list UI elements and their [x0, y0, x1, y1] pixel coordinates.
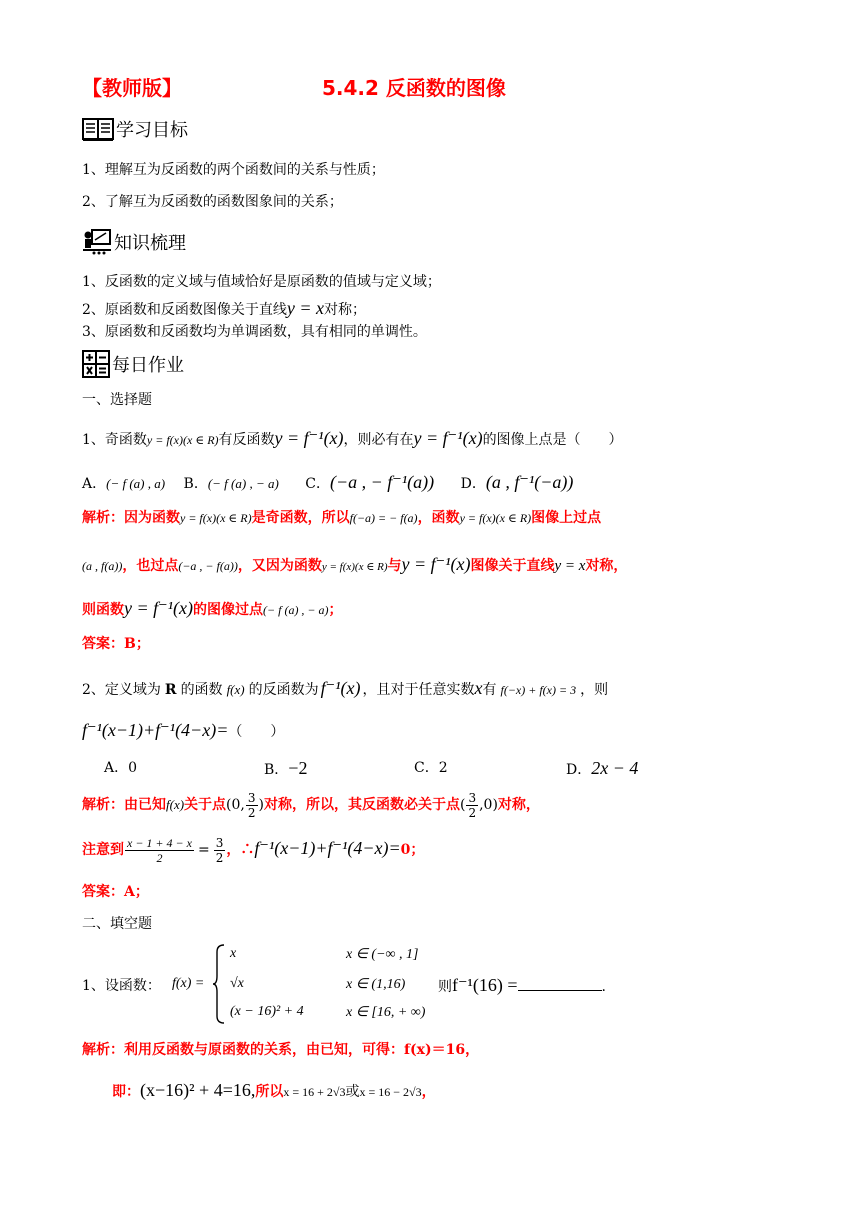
- piecewise-lhs: f(x) =: [172, 976, 205, 991]
- option-c: 2: [438, 760, 448, 776]
- text: ，也过点: [122, 558, 179, 574]
- question-2-stem: [82, 676, 608, 702]
- option-label: A．: [82, 476, 107, 492]
- text: 是奇函数，所以: [251, 510, 350, 526]
- page-title: 5.4.2 反函数的图像: [322, 76, 506, 100]
- brace-icon: [212, 944, 226, 1024]
- knowledge-text: 对称；: [324, 302, 367, 318]
- text: 与: [387, 558, 402, 574]
- question-1-options: [82, 470, 573, 496]
- formula: (: [459, 797, 466, 813]
- section-title: 学习目标: [116, 120, 188, 141]
- formula: x = 16 + 2√3: [283, 1085, 346, 1099]
- knowledge-item: 1、反函数的定义域与值域恰好是原函数的值域与定义域；: [82, 274, 441, 290]
- formula: (− f (a) , − a): [263, 603, 329, 617]
- formula: ): [258, 797, 264, 813]
- option-d-wrap: [566, 758, 638, 780]
- formula: y = x: [554, 558, 586, 574]
- text: 对称，所以，其反函数必关于点: [263, 797, 460, 813]
- text: 或: [345, 1084, 360, 1100]
- formula: y = f(x)(x ∈ R): [180, 511, 252, 525]
- text: 即：: [112, 1084, 140, 1100]
- q2-answer: 答案：A；: [82, 884, 149, 900]
- section-homework-heading: [82, 350, 184, 378]
- text: ，又因为函数: [237, 558, 322, 574]
- formula: y = f(x)(x ∈ R): [321, 561, 388, 573]
- option-label: D．: [566, 762, 592, 778]
- fill-1-solution-line: 解析：利用反函数与原函数的关系，由已知，可得：f(x)＝16，: [82, 1042, 480, 1058]
- option-d: 2x − 4: [591, 758, 639, 778]
- objective-item: 1、理解互为反函数的两个函数间的关系与性质；: [82, 162, 385, 178]
- option-b: (− f (a) , − a): [207, 476, 279, 491]
- numerator: x − 1 + 4 − x: [127, 835, 192, 850]
- numerator: 3: [215, 835, 224, 850]
- fill-1-query: [438, 974, 606, 998]
- text: ，且对于任意实数: [362, 682, 475, 698]
- option-a-wrap: [104, 758, 137, 778]
- formula: f⁻¹(x−1)+f⁻¹(4−x)=: [82, 720, 229, 740]
- formula: ,0): [479, 797, 498, 813]
- option-label: C．: [414, 760, 439, 776]
- text: 对称，: [585, 558, 628, 574]
- text: R: [164, 682, 177, 698]
- knowledge-item: [82, 298, 366, 320]
- text: （ ）: [228, 724, 285, 740]
- point-formula: [226, 790, 264, 820]
- title-row: [0, 72, 860, 102]
- question-1-stem: [82, 426, 623, 452]
- text: 解析：因为函数: [82, 510, 180, 526]
- option-label: B．: [264, 762, 289, 778]
- text: 有反函数: [218, 432, 275, 448]
- q2-solution-line: [82, 832, 424, 866]
- formula: f⁻¹(x−1)+f⁻¹(4−x)=: [254, 838, 401, 858]
- edition-tag: 【教师版】: [82, 76, 182, 100]
- part-heading: 二、填空题: [82, 916, 152, 932]
- formula: (a , f(a)): [82, 559, 123, 573]
- text: ，函数: [417, 510, 460, 526]
- text: 图像关于直线: [470, 558, 555, 574]
- case-expr: (x − 16)² + 4: [230, 1004, 304, 1019]
- formula: y = f(x)(x ∈ R): [459, 511, 532, 525]
- numerator: 3: [468, 790, 477, 805]
- option-b-wrap: [264, 758, 307, 780]
- option-d: (a , f⁻¹(−a)): [485, 472, 574, 492]
- formula: f⁻¹(x): [320, 678, 361, 698]
- q1-solution-line: [82, 508, 601, 528]
- text: 对称，: [497, 797, 540, 813]
- formula: f(−a) = − f(a): [349, 511, 418, 525]
- option-label: A．: [104, 760, 129, 776]
- text: 的反函数为: [248, 682, 319, 698]
- formula: x = 16 − 2√3: [359, 1085, 422, 1099]
- fraction: [466, 791, 478, 820]
- formula: (−a , − f(a)): [178, 559, 238, 573]
- text: .: [601, 979, 606, 995]
- formula: y = f⁻¹(x): [401, 554, 471, 574]
- text: ，: [421, 1084, 436, 1100]
- knowledge-item: 3、原函数和反函数均为单调函数，具有相同的单调性。: [82, 324, 427, 340]
- formula: f(x): [166, 797, 185, 812]
- option-label: C．: [305, 476, 330, 492]
- denominator: 2: [215, 850, 224, 865]
- text: 0: [400, 842, 411, 858]
- option-b: −2: [288, 758, 308, 778]
- formula: f(x): [226, 682, 245, 697]
- fraction: [125, 836, 194, 865]
- text: 的图像上点是（ ）: [482, 432, 623, 448]
- formula: y = f⁻¹(x): [274, 428, 344, 448]
- formula: y = f(x)(x ∈ R): [146, 433, 219, 447]
- denominator: 2: [156, 850, 163, 865]
- denominator: 2: [247, 805, 256, 820]
- case-cond: x ∈ (−∞ , 1]: [346, 947, 419, 962]
- fill-1-prefix: 1、设函数：: [82, 978, 161, 994]
- text: 则函数: [82, 602, 124, 618]
- teacher-icon: [82, 228, 112, 256]
- text: 注意到: [82, 842, 124, 858]
- section-title: 每日作业: [112, 355, 184, 376]
- option-label: B．: [183, 476, 208, 492]
- text: 解析：由已知: [82, 797, 166, 813]
- text: 的图像过点: [193, 602, 264, 618]
- formula: (0,: [226, 797, 245, 813]
- option-c: (−a , − f⁻¹(a)): [329, 472, 435, 492]
- option-label: D．: [460, 476, 486, 492]
- fraction: [214, 836, 226, 865]
- equation: [124, 835, 226, 865]
- fill-1-solution-line: [112, 1078, 436, 1104]
- formula: y = f⁻¹(x): [413, 428, 483, 448]
- fraction: [246, 791, 258, 820]
- text: 的函数: [180, 682, 223, 698]
- text: ，∴: [226, 842, 255, 858]
- objective-item: 2、了解互为反函数的函数图象间的关系；: [82, 194, 343, 210]
- text: 1、奇函数: [82, 432, 147, 448]
- q1-solution-line: [82, 552, 627, 579]
- text: ，则必有在: [343, 432, 414, 448]
- knowledge-text: 2、原函数和反函数图像关于直线: [82, 302, 287, 318]
- equals: =: [197, 842, 210, 858]
- option-c-wrap: [414, 758, 448, 778]
- point-formula: [459, 790, 498, 820]
- case-cond: x ∈ (1,16): [346, 977, 406, 992]
- text: ，则: [580, 682, 609, 698]
- section-objectives-heading: [82, 116, 188, 142]
- option-a: (− f (a) , a): [106, 476, 166, 491]
- text: 所以: [255, 1084, 284, 1100]
- formula: y = x: [286, 298, 325, 318]
- text: 则: [438, 979, 452, 995]
- formula: x: [474, 678, 483, 698]
- calculator-icon: [82, 350, 110, 378]
- text: 有: [482, 682, 497, 698]
- formula: f(−x) + f(x) = 3: [500, 683, 577, 697]
- option-a: 0: [128, 760, 138, 776]
- section-title: 知识梳理: [114, 233, 186, 254]
- text: 图像上过点: [531, 510, 602, 526]
- case-expr: √x: [230, 976, 244, 991]
- text: 2、定义域为: [82, 682, 161, 698]
- formula: (x−16)² + 4=16,: [140, 1080, 256, 1100]
- case-expr: x: [230, 946, 237, 961]
- numerator: 3: [247, 790, 256, 805]
- book-icon: [82, 116, 114, 142]
- formula: y = f⁻¹(x): [124, 598, 194, 618]
- question-2-expr: [82, 718, 284, 744]
- q1-answer: 答案：B；: [82, 636, 150, 652]
- part-heading: 一、选择题: [82, 392, 152, 408]
- text: ；: [410, 842, 425, 858]
- answer-blank[interactable]: [518, 976, 602, 991]
- q2-solution-line: [82, 790, 540, 820]
- case-cond: x ∈ [16, + ∞): [346, 1005, 426, 1020]
- q1-solution-line: [82, 596, 343, 622]
- denominator: 2: [468, 805, 477, 820]
- section-knowledge-heading: [82, 228, 186, 256]
- text: 关于点: [184, 797, 227, 813]
- formula: f⁻¹(16) =: [452, 975, 518, 995]
- text: ；: [328, 602, 343, 618]
